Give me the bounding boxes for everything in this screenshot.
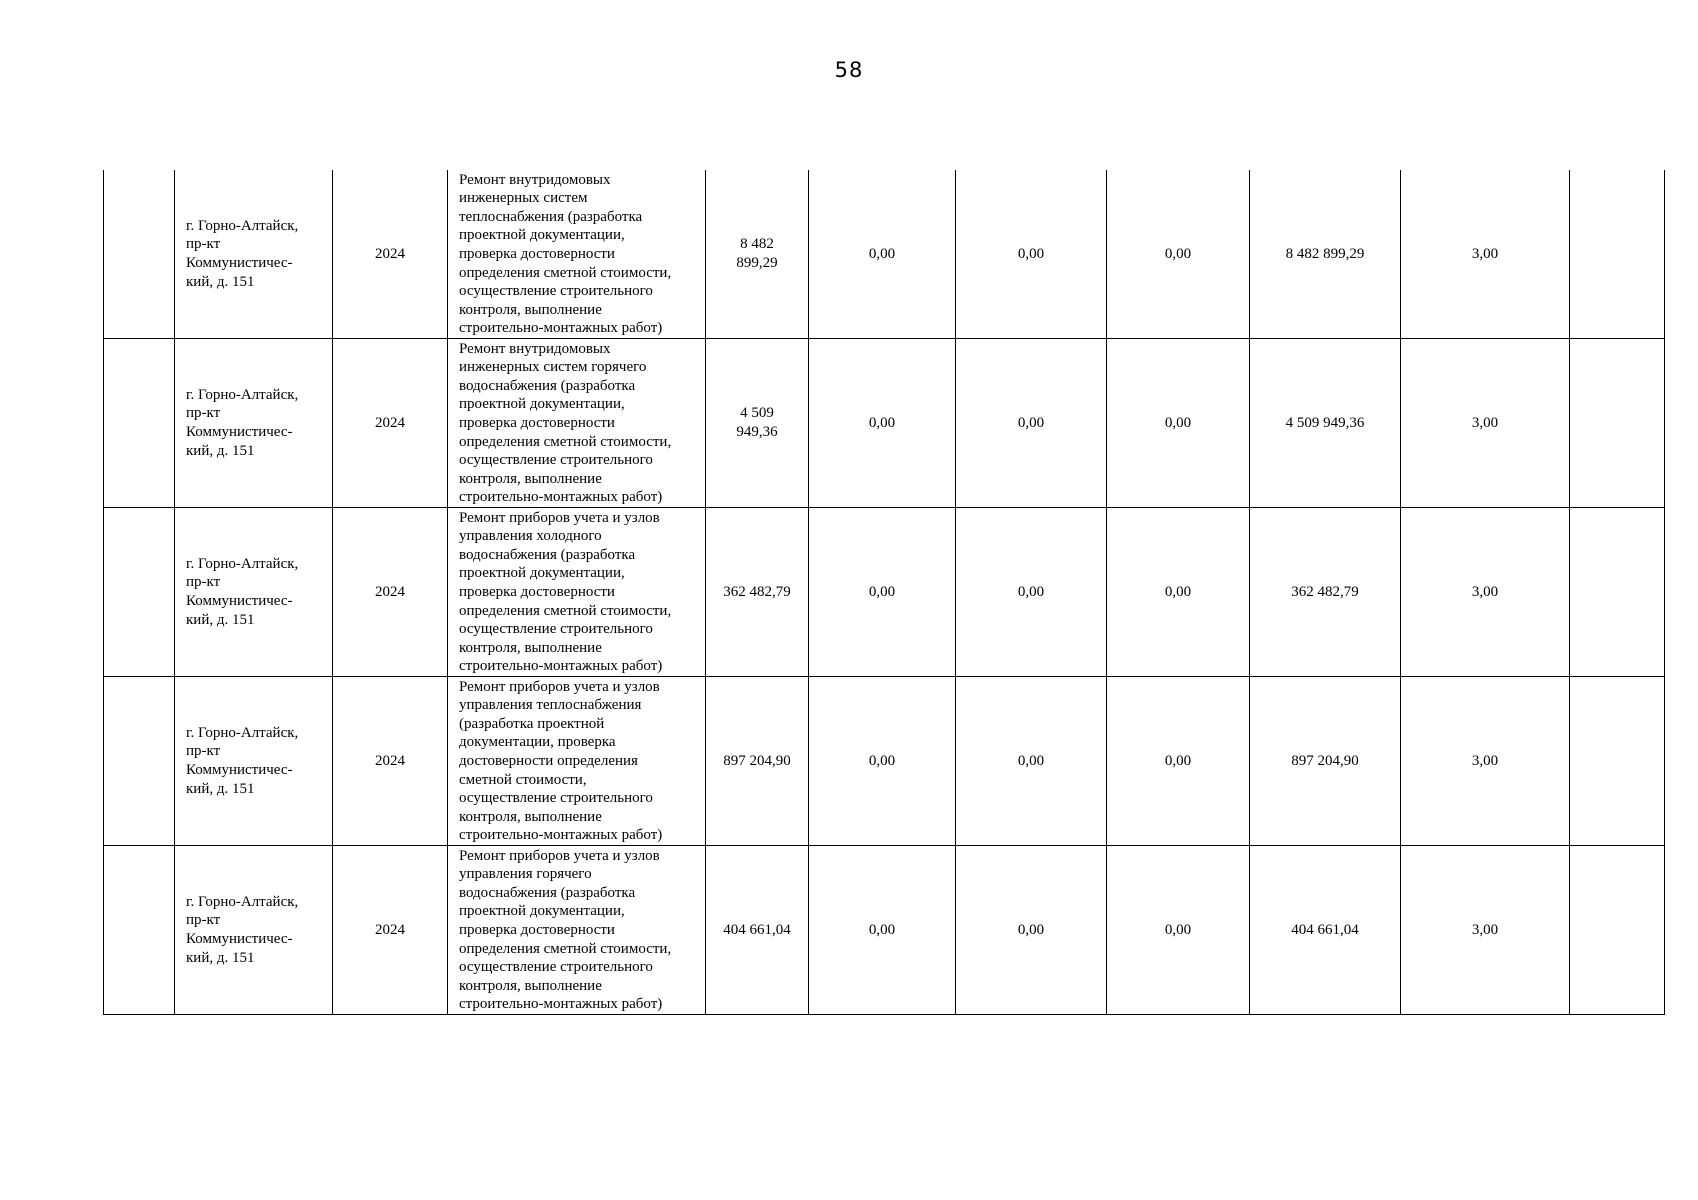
- address-line: кий, д. 151: [186, 442, 255, 459]
- address-line: Коммунистичес-: [186, 424, 293, 440]
- value-cell-v3: 0,00: [1107, 170, 1250, 339]
- address-line: г. Горно-Алтайск,: [186, 386, 299, 403]
- trailing-blank-cell: [1570, 846, 1665, 1015]
- work-line: строительно-монтажных работ): [459, 996, 663, 1013]
- total-cost-line: 949,36: [736, 424, 778, 440]
- page-number: 58: [834, 58, 864, 82]
- table-row: [104, 508, 1665, 677]
- total-cost-cell: [706, 508, 809, 677]
- work-line: управления холодного: [459, 528, 602, 545]
- address-line: пр-кт: [186, 574, 221, 591]
- table-row: [104, 170, 1665, 339]
- table-row: [104, 339, 1665, 508]
- work-line: проверка достоверности: [459, 922, 615, 939]
- address-line: кий, д. 151: [186, 273, 255, 290]
- work-line: контроля, выполнение: [459, 301, 602, 318]
- value-cell-v3: 0,00: [1107, 508, 1250, 677]
- work-line: осуществление строительного: [459, 790, 653, 807]
- address-line: пр-кт: [186, 405, 221, 422]
- row-number-cell: [104, 339, 175, 508]
- value-cell-v2: 0,00: [956, 508, 1107, 677]
- work-line: проектной документации,: [459, 396, 625, 413]
- work-line: контроля, выполнение: [459, 470, 602, 487]
- address-line: кий, д. 151: [186, 780, 255, 797]
- work-line: Ремонт внутридомовых: [459, 340, 611, 357]
- value-cell-v5: 3,00: [1401, 846, 1570, 1015]
- address-line: пр-кт: [186, 236, 221, 253]
- trailing-blank-cell: [1570, 170, 1665, 339]
- work-description-cell: [448, 170, 706, 339]
- work-description-cell: [448, 339, 706, 508]
- year-cell: 2024: [333, 846, 448, 1015]
- work-line: достоверности определения: [459, 753, 638, 770]
- year-cell: 2024: [333, 677, 448, 846]
- address-cell: [175, 508, 333, 677]
- address-line: г. Горно-Алтайск,: [186, 724, 299, 741]
- table-body: [104, 170, 1665, 1015]
- work-line: проверка достоверности: [459, 415, 615, 432]
- work-line: осуществление строительного: [459, 959, 653, 976]
- work-description-cell: [448, 677, 706, 846]
- total-cost-line: 4 509: [740, 405, 774, 422]
- work-line: строительно-монтажных работ): [459, 489, 663, 506]
- value-cell-v1: 0,00: [809, 170, 956, 339]
- work-line: определения сметной стоимости,: [459, 940, 672, 957]
- value-cell-v4: 4 509 949,36: [1250, 339, 1401, 508]
- year-cell: 2024: [333, 339, 448, 508]
- address-line: г. Горно-Алтайск,: [186, 893, 299, 910]
- value-cell-v1: 0,00: [809, 677, 956, 846]
- work-line: контроля, выполнение: [459, 808, 602, 825]
- total-cost-cell: [706, 846, 809, 1015]
- address-line: кий, д. 151: [186, 611, 255, 628]
- value-cell-v4: 362 482,79: [1250, 508, 1401, 677]
- total-cost-line: 8 482: [740, 236, 774, 253]
- address-cell: [175, 339, 333, 508]
- work-line: теплоснабжения (разработка: [459, 208, 643, 225]
- table-row: [104, 846, 1665, 1015]
- work-line: Ремонт приборов учета и узлов: [459, 678, 660, 695]
- address-line: г. Горно-Алтайск,: [186, 217, 299, 234]
- total-cost-cell: [706, 339, 809, 508]
- work-line: документации, проверка: [459, 734, 616, 751]
- row-number-cell: [104, 677, 175, 846]
- work-line: строительно-монтажных работ): [459, 658, 663, 675]
- address-cell: [175, 170, 333, 339]
- work-line: водоснабжения (разработка: [459, 884, 636, 901]
- work-line: контроля, выполнение: [459, 639, 602, 656]
- address-line: Коммунистичес-: [186, 255, 293, 271]
- value-cell-v3: 0,00: [1107, 677, 1250, 846]
- work-line: строительно-монтажных работ): [459, 320, 663, 337]
- address-cell: [175, 677, 333, 846]
- work-line: осуществление строительного: [459, 621, 653, 638]
- work-line: сметной стоимости,: [459, 771, 587, 788]
- total-cost-cell: [706, 677, 809, 846]
- value-cell-v4: 897 204,90: [1250, 677, 1401, 846]
- value-cell-v2: 0,00: [956, 677, 1107, 846]
- work-line: определения сметной стоимости,: [459, 602, 672, 619]
- work-line: Ремонт внутридомовых: [459, 171, 611, 188]
- trailing-blank-cell: [1570, 339, 1665, 508]
- total-cost-line: 404 661,04: [723, 921, 791, 938]
- work-line: определения сметной стоимости,: [459, 433, 672, 450]
- work-line: (разработка проектной: [459, 715, 605, 732]
- address-line: Коммунистичес-: [186, 593, 293, 609]
- address-cell: [175, 846, 333, 1015]
- work-line: осуществление строительного: [459, 452, 653, 469]
- trailing-blank-cell: [1570, 508, 1665, 677]
- address-line: кий, д. 151: [186, 949, 255, 966]
- value-cell-v1: 0,00: [809, 846, 956, 1015]
- work-line: управления теплоснабжения: [459, 697, 642, 714]
- work-line: Ремонт приборов учета и узлов: [459, 509, 660, 526]
- work-line: инженерных систем горячего: [459, 359, 647, 376]
- work-line: проектной документации,: [459, 227, 625, 244]
- total-cost-line: 897 204,90: [723, 752, 791, 769]
- value-cell-v2: 0,00: [956, 339, 1107, 508]
- work-line: осуществление строительного: [459, 283, 653, 300]
- value-cell-v5: 3,00: [1401, 677, 1570, 846]
- value-cell-v2: 0,00: [956, 846, 1107, 1015]
- work-line: строительно-монтажных работ): [459, 827, 663, 844]
- table-row: [104, 677, 1665, 846]
- value-cell-v5: 3,00: [1401, 170, 1570, 339]
- value-cell-v5: 3,00: [1401, 339, 1570, 508]
- row-number-cell: [104, 508, 175, 677]
- work-line: проектной документации,: [459, 903, 625, 920]
- work-line: проверка достоверности: [459, 584, 615, 601]
- value-cell-v1: 0,00: [809, 508, 956, 677]
- address-line: г. Горно-Алтайск,: [186, 555, 299, 572]
- work-line: водоснабжения (разработка: [459, 377, 636, 394]
- work-description-cell: [448, 846, 706, 1015]
- work-line: контроля, выполнение: [459, 977, 602, 994]
- work-line: определения сметной стоимости,: [459, 264, 672, 281]
- work-line: проектной документации,: [459, 565, 625, 582]
- value-cell-v3: 0,00: [1107, 846, 1250, 1015]
- value-cell-v3: 0,00: [1107, 339, 1250, 508]
- row-number-cell: [104, 170, 175, 339]
- value-cell-v2: 0,00: [956, 170, 1107, 339]
- value-cell-v5: 3,00: [1401, 508, 1570, 677]
- trailing-blank-cell: [1570, 677, 1665, 846]
- address-line: Коммунистичес-: [186, 762, 293, 778]
- repair-works-table: [103, 170, 1665, 1015]
- value-cell-v4: 404 661,04: [1250, 846, 1401, 1015]
- year-cell: 2024: [333, 170, 448, 339]
- address-line: Коммунистичес-: [186, 931, 293, 947]
- total-cost-line: 362 482,79: [723, 583, 791, 600]
- work-description-cell: [448, 508, 706, 677]
- row-number-cell: [104, 846, 175, 1015]
- total-cost-line: 899,29: [736, 255, 778, 271]
- work-line: водоснабжения (разработка: [459, 546, 636, 563]
- value-cell-v1: 0,00: [809, 339, 956, 508]
- year-cell: 2024: [333, 508, 448, 677]
- address-line: пр-кт: [186, 912, 221, 929]
- address-line: пр-кт: [186, 743, 221, 760]
- total-cost-cell: [706, 170, 809, 339]
- work-line: проверка достоверности: [459, 246, 615, 263]
- work-line: управления горячего: [459, 866, 592, 883]
- value-cell-v4: 8 482 899,29: [1250, 170, 1401, 339]
- work-line: Ремонт приборов учета и узлов: [459, 847, 660, 864]
- work-line: инженерных систем: [459, 190, 588, 207]
